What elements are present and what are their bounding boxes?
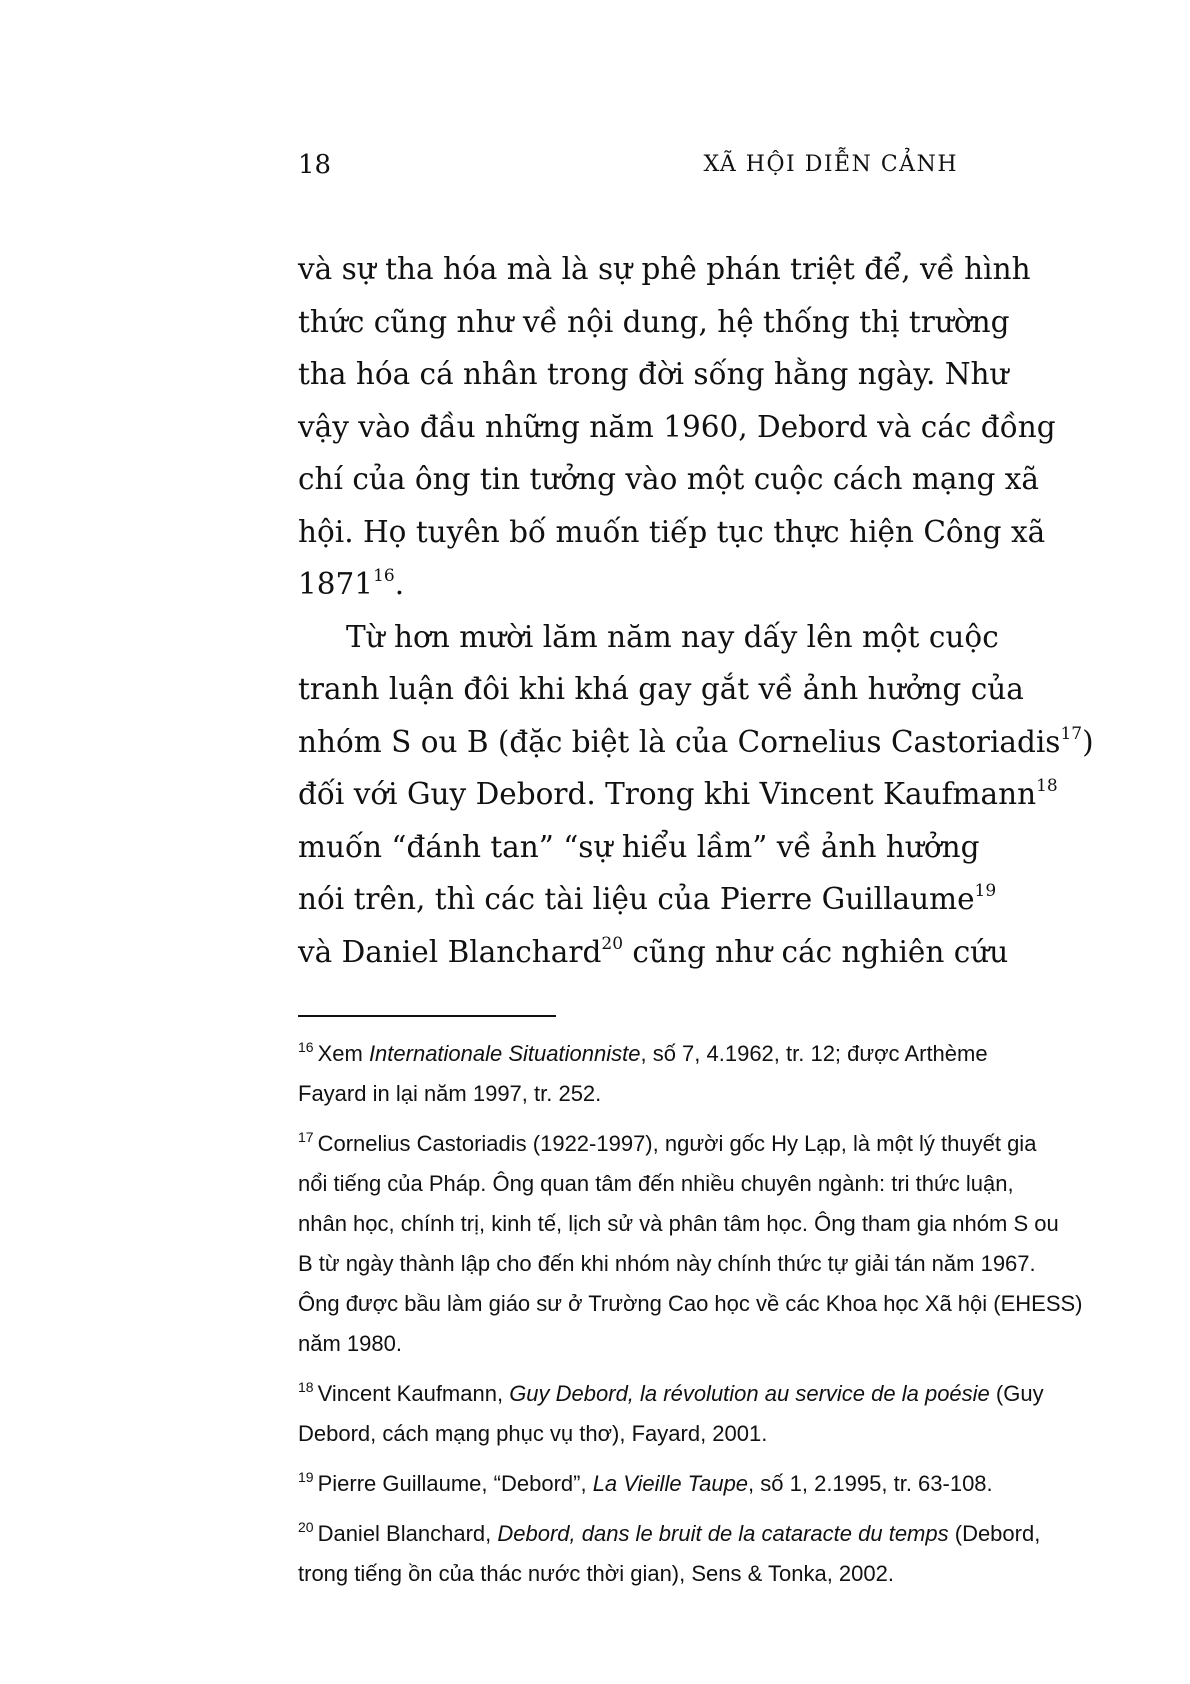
text-line: và sự tha hóa mà là sự phê phán triệt để, về hình — [298, 252, 1031, 286]
footnote-number: 18 — [298, 1379, 314, 1395]
footnote-line — [298, 1124, 1037, 1164]
text-segment: Pierre Guillaume, “Debord”, — [317, 1471, 593, 1496]
footnote-number: 20 — [298, 1519, 314, 1535]
text-line — [298, 926, 1009, 979]
footnote-ref-20: 20 — [601, 933, 624, 954]
footnote-line: Fayard in lại năm 1997, tr. 252. — [298, 1081, 602, 1106]
footnote-18 — [298, 1374, 1044, 1454]
italic-title: Debord, dans le bruit de la cataracte du temps — [497, 1521, 949, 1546]
text-line — [298, 768, 1058, 821]
footnote-divider — [298, 1015, 556, 1017]
footnote-16 — [298, 1034, 988, 1114]
text-segment: đối với Guy Debord. Trong khi Vincent Kaufmann — [298, 777, 1037, 811]
footnote-line: nhân học, chính trị, kinh tế, lịch sử và phân tâm học. Ông tham gia nhóm S ou — [298, 1211, 1059, 1236]
italic-title: Guy Debord, la révolution au service de la poésie — [509, 1381, 990, 1406]
footnote-line: năm 1980. — [298, 1331, 402, 1356]
page-header — [298, 150, 958, 190]
footnote-17 — [298, 1124, 1083, 1364]
text-line: thức cũng như về nội dung, hệ thống thị trường — [298, 304, 1010, 339]
footnote-line: Ông được bầu làm giáo sư ở Trường Cao học về các Khoa học Xã hội (EHESS) — [298, 1291, 1083, 1316]
text-line — [298, 873, 997, 926]
footnote-line: Debord, cách mạng phục vụ thơ), Fayard, 2001. — [298, 1421, 768, 1446]
footnote-line — [298, 1374, 1044, 1414]
text-line: tha hóa cá nhân trong đời sống hằng ngày. Như — [298, 357, 1009, 391]
paragraph-2 — [298, 611, 1094, 979]
footnotes — [298, 1034, 1083, 1604]
footnote-line — [298, 1464, 993, 1504]
text-segment: (Debord, — [948, 1521, 1041, 1546]
italic-title: Internationale Situationniste — [368, 1041, 641, 1066]
footnote-line: nổi tiếng của Pháp. Ông quan tâm đến nhiều chuyên ngành: tri thức luận, — [298, 1171, 1014, 1196]
text-segment: Daniel Blanchard, — [317, 1521, 498, 1546]
footnote-number: 17 — [298, 1129, 314, 1145]
text-line: hội. Họ tuyên bố muốn tiếp tục thực hiện Công xã — [298, 514, 1046, 549]
text-segment: ) — [1082, 724, 1094, 759]
footnote-line — [298, 1034, 988, 1074]
paragraph-1 — [298, 243, 1056, 611]
text-segment: nhóm S ou B (đặc biệt là của Cornelius Castoriadis — [298, 724, 1061, 759]
text-segment: . — [394, 567, 405, 601]
footnote-line: trong tiếng ồn của thác nước thời gian), Sens & Tonka, 2002. — [298, 1561, 894, 1586]
text-segment: nói trên, thì các tài liệu của Pierre Guillaume — [298, 882, 975, 916]
text-line: tranh luận đôi khi khá gay gắt về ảnh hưởng của — [298, 672, 1024, 706]
footnote-ref-17: 17 — [1060, 723, 1083, 744]
text-segment: Vincent Kaufmann, — [317, 1381, 510, 1406]
footnote-20 — [298, 1514, 1041, 1594]
footnote-line: B từ ngày thành lập cho đến khi nhóm này chính thức tự giải tán năm 1967. — [298, 1251, 1036, 1276]
text-segment: , số 7, 4.1962, tr. 12; được Arthème — [640, 1041, 988, 1066]
text-line: vậy vào đầu những năm 1960, Debord và các đồng — [298, 409, 1056, 444]
text-segment: (Guy — [989, 1381, 1044, 1406]
text-segment: Cornelius Castoriadis (1922-1997), người gốc Hy Lạp, là một lý thuyết gia — [317, 1131, 1037, 1156]
text-segment: Xem — [317, 1041, 369, 1066]
text-segment: cũng như các nghiên cứu — [623, 934, 1009, 969]
body-text — [298, 243, 1094, 978]
footnote-ref-19: 19 — [974, 881, 997, 901]
footnote-ref-16: 16 — [373, 566, 395, 586]
text-line: chí của ông tin tưởng vào một cuộc cách mạng xã — [298, 462, 1039, 496]
footnote-19 — [298, 1464, 993, 1504]
text-line — [298, 716, 1094, 769]
footnote-number: 16 — [298, 1039, 314, 1055]
footnote-number: 19 — [298, 1469, 314, 1485]
running-title: XÃ HỘI DIỄN CẢNH — [703, 152, 958, 177]
text-line: Từ hơn mười lăm năm nay dấy lên một cuộc — [346, 619, 999, 654]
footnote-line — [298, 1514, 1041, 1554]
footnote-ref-18: 18 — [1036, 776, 1058, 796]
italic-title: La Vieille Taupe — [592, 1471, 749, 1496]
text-segment: 1871 — [298, 567, 374, 601]
page-number: 18 — [298, 150, 332, 180]
text-line — [298, 558, 958, 611]
text-segment: và Daniel Blanchard — [298, 934, 602, 969]
text-segment: , số 1, 2.1995, tr. 63-108. — [748, 1471, 993, 1496]
text-line: muốn “đánh tan” “sự hiểu lầm” về ảnh hưởng — [298, 829, 980, 864]
